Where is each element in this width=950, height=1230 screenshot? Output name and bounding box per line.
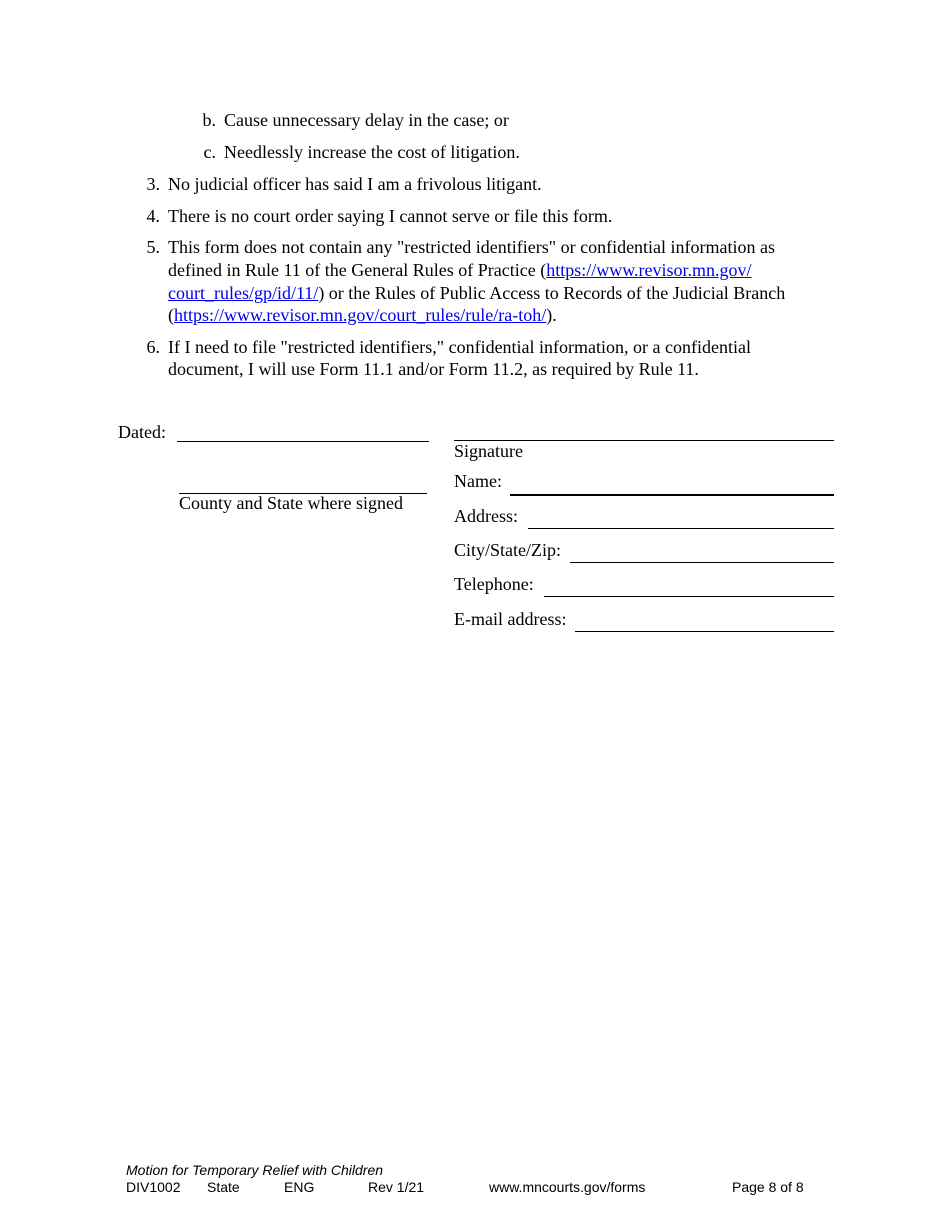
email-label: E-mail address: [454, 609, 567, 629]
list-item-5-close-paren: ). [546, 305, 557, 325]
name-label: Name: [454, 471, 502, 491]
dated-line[interactable] [177, 441, 429, 442]
footer-form-title: Motion for Temporary Relief with Children [126, 1162, 384, 1178]
list-item-4-text: There is no court order saying I cannot serve or file this form. [168, 206, 613, 226]
general-rules-link-part-2[interactable]: court_rules/gp/id/11/ [168, 283, 319, 303]
address-label: Address: [454, 506, 518, 526]
footer-page-number: Page 8 of 8 [732, 1179, 804, 1195]
footer-form-code: DIV1002 [126, 1179, 181, 1195]
list-item-5-line-3 [168, 282, 785, 304]
name-line[interactable] [510, 494, 834, 496]
footer-jurisdiction: State [207, 1179, 240, 1195]
list-item-6-line-1: If I need to file "restricted identifiers," confidential information, or a confidential [168, 337, 751, 357]
list-item-5-line-2 [168, 259, 752, 281]
list-item-c-text: Needlessly increase the cost of litigation. [224, 142, 520, 162]
signature-label: Signature [454, 441, 523, 461]
list-item-3-text: No judicial officer has said I am a frivolous litigant. [168, 174, 542, 194]
telephone-label: Telephone: [454, 574, 534, 594]
list-item-b-text: Cause unnecessary delay in the case; or [224, 110, 509, 130]
county-state-label: County and State where signed [179, 493, 403, 513]
list-item-5-line-3-text: ) or the Rules of Public Access to Records of the Judicial Branch [318, 283, 786, 303]
public-access-rules-link[interactable]: https://www.revisor.mn.gov/court_rules/rule/ra-toh/ [174, 305, 547, 325]
general-rules-link-part-1[interactable]: https://www.revisor.mn.gov/ [546, 260, 752, 280]
list-item-5-line-1: This form does not contain any "restricted identifiers" or confidential information as [168, 237, 776, 257]
city-state-zip-line[interactable] [570, 562, 834, 563]
address-line[interactable] [528, 528, 834, 529]
city-state-zip-label: City/State/Zip: [454, 540, 561, 560]
list-item-6-line-2: document, I will use Form 11.1 and/or Form 11.2, as required by Rule 11. [168, 359, 699, 379]
list-marker-4: 4. [146, 206, 160, 226]
list-marker-3: 3. [146, 174, 160, 194]
footer-website: www.mncourts.gov/forms [489, 1179, 646, 1195]
list-item-5-line-4 [168, 304, 557, 326]
list-item-5-open-paren: ( [168, 305, 174, 325]
footer-language: ENG [284, 1179, 315, 1195]
dated-label: Dated: [118, 422, 166, 442]
footer-revision: Rev 1/21 [368, 1179, 425, 1195]
list-item-5-line-2-text: defined in Rule 11 of the General Rules of Practice ( [168, 260, 547, 280]
email-line[interactable] [575, 631, 834, 632]
list-marker-b: b. [202, 110, 216, 130]
list-marker-5: 5. [146, 237, 160, 257]
list-marker-6: 6. [146, 337, 160, 357]
telephone-line[interactable] [544, 596, 834, 597]
list-marker-c: c. [203, 142, 216, 162]
